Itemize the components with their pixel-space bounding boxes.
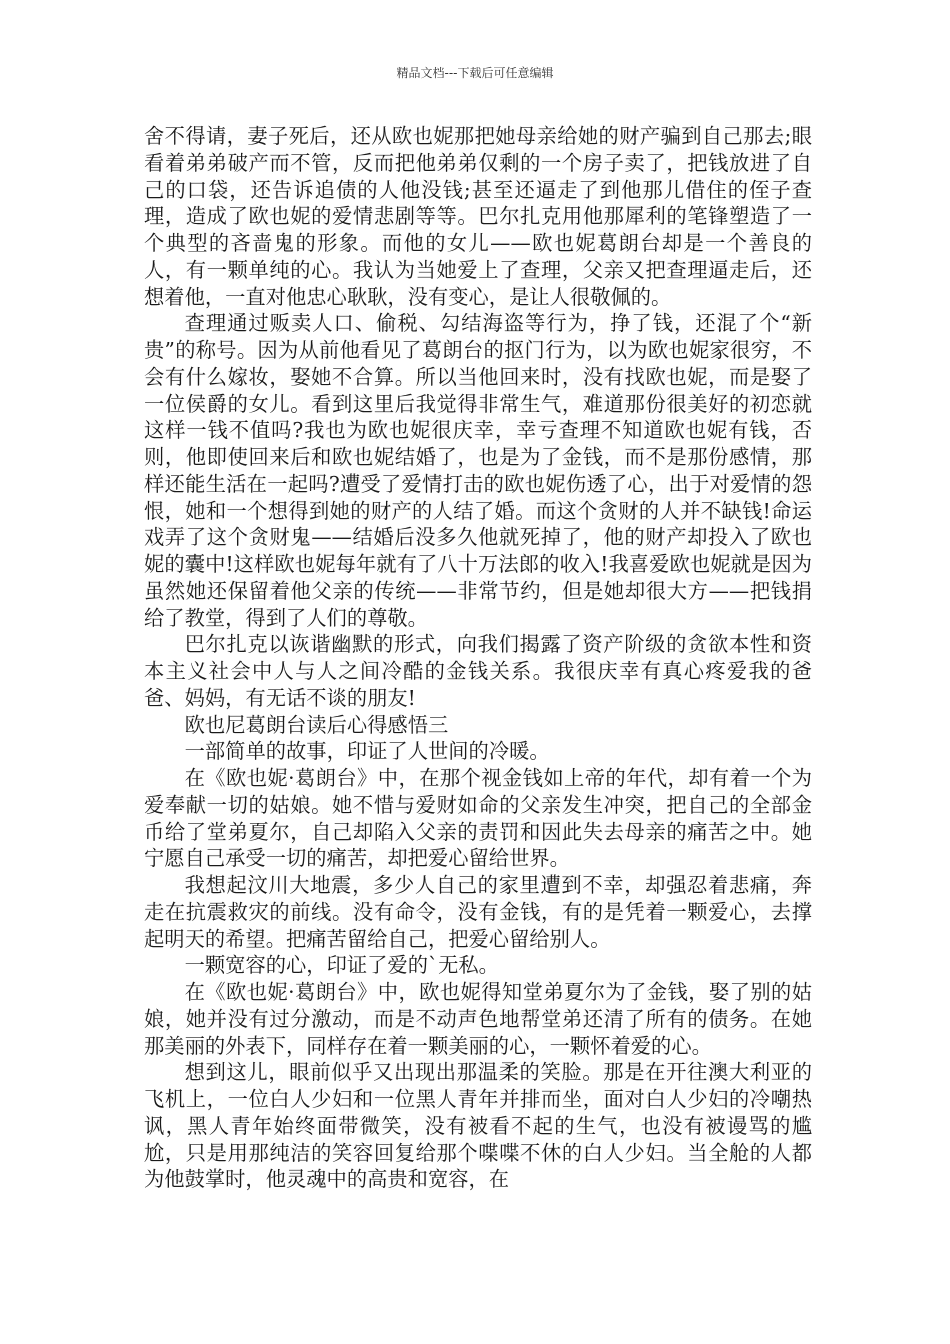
paragraph: 我想起汶川大地震，多少人自己的家里遭到不幸，却强忍着悲痛，奔走在抗震救灾的前线。没有命令，没有金钱，有的是凭着一颗爱心，去撑起明天的希望。把痛苦留给自己，把爱心留给别人。: [144, 873, 812, 951]
paragraph: 巴尔扎克以诙谐幽默的形式，向我们揭露了资产阶级的贪欲本性和资本主义社会中人与人之间冷酷的金钱关系。我很庆幸有真心疼爱我的爸爸、妈妈，有无话不谈的朋友!: [144, 632, 812, 710]
paragraph: 一颗宽容的心，印证了爱的`无私。: [184, 953, 499, 978]
paragraph: 舍不得请，妻子死后，还从欧也妮那把她母亲给她的财产骗到自己那去;眼看着弟弟破产而不管，反而把他弟弟仅剩的一个房子卖了，把钱放进了自己的口袋，还告诉追债的人他没钱;甚至还逼走了到他那儿借住的侄子查理，造成了欧也妮的爱情悲剧等等。巴尔扎克用他那犀利的笔锋塑造了一个典型的吝啬鬼的形象。而他的女儿——欧也妮葛朗台却是一个善良的人，有一颗单纯的心。我认为当她爱上了查理，父亲又把查理逼走后，还想着他，一直对他忠心耿耿，没有变心，是让人很敬佩的。: [144, 124, 812, 309]
page-header: 精品文档---下载后可任意编辑: [396, 66, 554, 80]
paragraph: 查理通过贩卖人口、偷税、勾结海盗等行为，挣了钱，还混了个“新贵”的称号。因为从前他看见了葛朗台的抠门行为，以为欧也妮家很穷，不会有什么嫁妆，娶她不合算。所以当他回来时，没有找欧也妮，而是娶了一位侯爵的女儿。看到这里后我觉得非常生气，难道那份很美好的初恋就这样一钱不值吗?我也为欧也妮很庆幸，幸亏查理不知道欧也妮有钱，否则，他即使回来后和欧也妮结婚了，也是为了金钱，而不是那份感情，那样还能生活在一起吗?遭受了爱情打击的欧也妮伤透了心，出于对爱情的怨恨，她和一个想得到她的财产的人结了婚。而这个贪财的人并不缺钱!命运戏弄了这个贪财鬼——结婚后没多久他就死掉了，他的财产却投入了欧也妮的囊中!这样欧也妮每年就有了八十万法郎的收入!我喜爱欧也妮就是因为虽然她还保留着他父亲的传统——非常节约，但是她却很大方——把钱捐给了教堂，得到了人们的尊敬。: [144, 311, 812, 630]
paragraph: 想到这儿，眼前似乎又出现出那温柔的笑脸。那是在开往澳大利亚的飞机上，一位白人少妇和一位黑人青年并排而坐，面对白人少妇的冷嘲热讽，黑人青年始终面带微笑，没有被看不起的生气，也没有被谩骂的尴尬，只是用那纯洁的笑容回复给那个喋喋不休的白人少妇。当全舱的人都为他鼓掌时，他灵魂中的高贵和宽容，在: [144, 1060, 812, 1192]
paragraph: 在《欧也妮·葛朗台》中，欧也妮得知堂弟夏尔为了金钱，娶了别的姑娘，她并没有过分激动，而是不动声色地帮堂弟还清了所有的债务。在她那美丽的外表下，同样存在着一颗美丽的心，一颗怀着爱的心。: [144, 980, 812, 1058]
paragraph: 一部简单的故事，印证了人世间的冷暖。: [184, 739, 550, 764]
section-heading: 欧也尼葛朗台读后心得感悟三: [184, 712, 449, 737]
paragraph: 在《欧也妮·葛朗台》中，在那个视金钱如上帝的年代，却有着一个为爱奉献一切的姑娘。她不惜与爱财如命的父亲发生冲突，把自己的全部金币给了堂弟夏尔，自己却陷入父亲的责罚和因此失去母亲的痛苦之中。她宁愿自己承受一切的痛苦，却把爱心留给世界。: [144, 766, 812, 871]
document-body: [144, 123, 812, 1193]
